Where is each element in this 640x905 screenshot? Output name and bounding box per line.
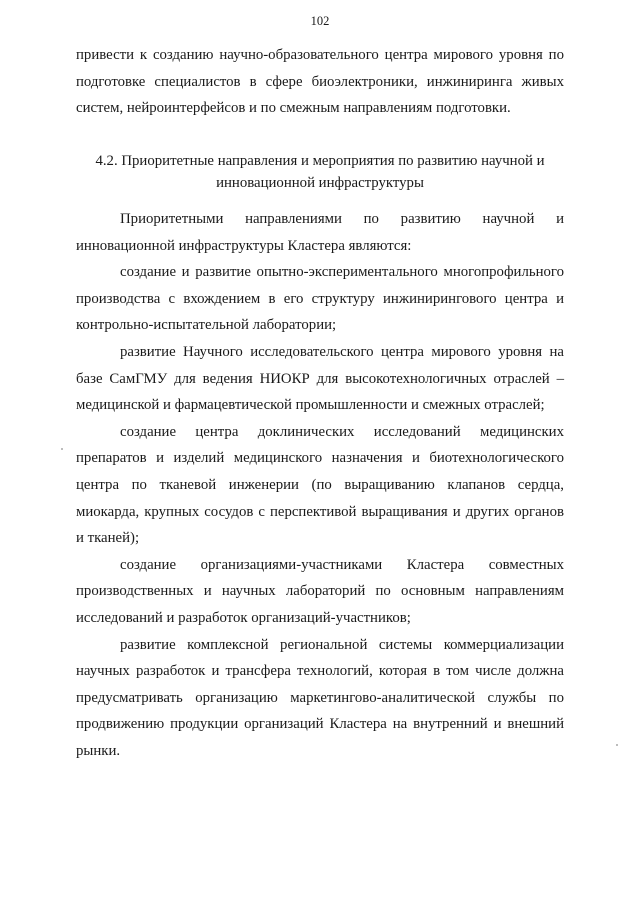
section-heading-line-1: 4.2. Приоритетные направления и мероприятия по развитию научной и: [95, 153, 545, 169]
lead-paragraph-block: [76, 42, 564, 122]
scan-mark: [616, 744, 618, 746]
lead-paragraph: привести к созданию научно-образовательного центра мирового уровня по подготовке специалистов в сфере биоэлектроники, инжиниринга живых систем, нейроинтерфейсов и по смежным направлениям подготовки.: [76, 47, 564, 117]
paragraph-item: развитие комплексной региональной системы коммерциализации научных разработок и трансфера технологий, которая в том числе должна предусматривать организацию маркетингово-аналитической службы по продвижению продукции организаций Кластера на внутренний и внешний рынки.: [76, 636, 564, 759]
scan-mark: [61, 448, 63, 450]
section-heading-line-2: инновационной инфраструктуры: [216, 175, 424, 191]
paragraph-item: создание и развитие опытно-экспериментального многопрофильного производства с вхождением в его структуру инжинирингового центра и контрольно-испытательной лаборатории;: [76, 264, 564, 334]
page-number: 102: [310, 14, 330, 28]
paragraph-item: создание центра доклинических исследований медицинских препаратов и изделий медицинского назначения и биотехнологического центра по тканевой инженерии (по выращиванию клапанов сердца, миокарда, крупных сосудов с перспективой выращивания и других органов и тканей);: [76, 423, 564, 547]
paragraph-intro: Приоритетными направлениями по развитию научной и инновационной инфраструктуры Кластера являются:: [76, 211, 564, 254]
paragraph-item: развитие Научного исследовательского центра мирового уровня на базе СамГМУ для ведения НИОКР для высокотехнологичных отраслей – медицинской и фармацевтической промышленности и смежных отраслей;: [76, 343, 564, 414]
section-heading: [0, 150, 640, 194]
paragraph-item: создание организациями-участниками Кластера совместных производственных и научных лабораторий по основным направлениям исследований и разработок организаций-участников;: [76, 556, 564, 626]
body-text: [76, 206, 564, 764]
